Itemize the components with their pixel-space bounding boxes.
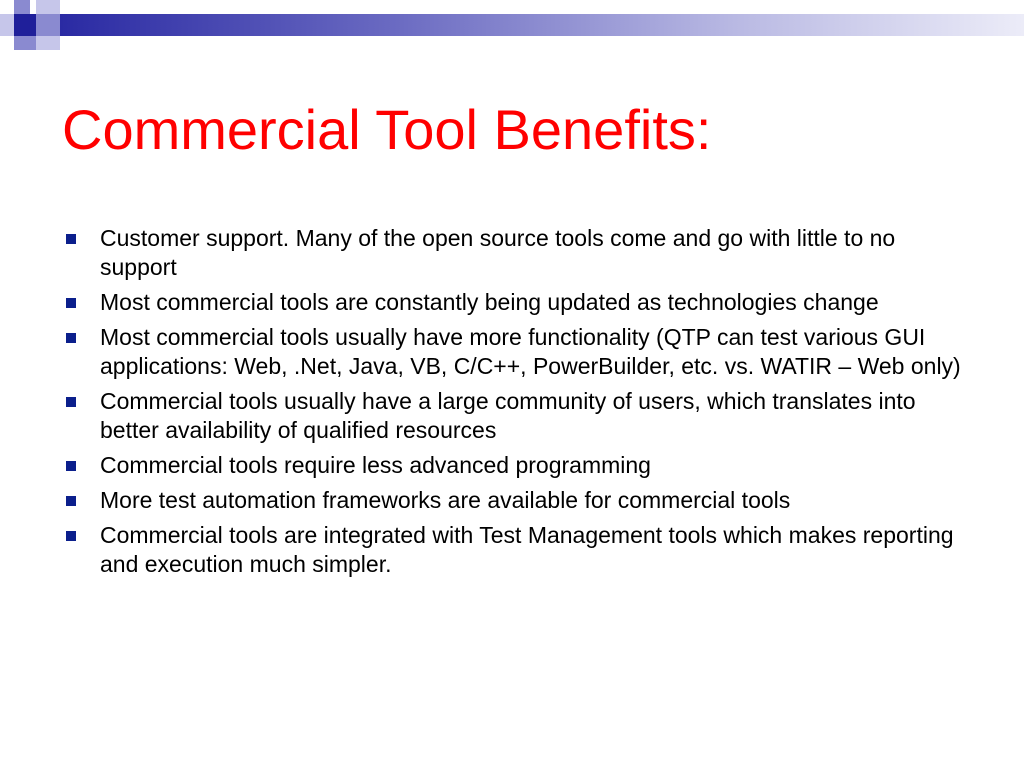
bullet-text: Commercial tools usually have a large community of users, which translates into better availability of qualified resources [100, 388, 916, 443]
bullet-item [66, 387, 976, 445]
bullet-text: Most commercial tools usually have more functionality (QTP can test various GUI applications: Web, .Net, Java, VB, C/C++, PowerBuilder, etc. vs. WATIR – Web only) [100, 324, 961, 379]
corner-square-1 [0, 0, 14, 14]
corner-square-7 [36, 36, 60, 50]
bullet-text: More test automation frameworks are available for commercial tools [100, 487, 791, 513]
square-bullet-icon [66, 333, 76, 343]
bullet-text: Most commercial tools are constantly being updated as technologies change [100, 289, 879, 315]
corner-square-5 [36, 0, 60, 14]
bullet-item [66, 288, 976, 317]
corner-square-2 [14, 0, 30, 14]
square-bullet-icon [66, 397, 76, 407]
corner-square-8 [14, 36, 36, 50]
bullet-list [66, 224, 976, 585]
corner-square-4 [14, 14, 36, 36]
slide-title: Commercial Tool Benefits: [62, 98, 712, 161]
header-gradient-bar [60, 14, 1024, 36]
square-bullet-icon [66, 461, 76, 471]
square-bullet-icon [66, 496, 76, 506]
bullet-item [66, 451, 976, 480]
bullet-item [66, 521, 976, 579]
square-bullet-icon [66, 531, 76, 541]
corner-square-6 [36, 14, 60, 36]
square-bullet-icon [66, 234, 76, 244]
bullet-text: Commercial tools are integrated with Test Management tools which makes reporting and execution much simpler. [100, 522, 954, 577]
corner-square-3 [0, 14, 14, 36]
bullet-item [66, 224, 976, 282]
bullet-item [66, 323, 976, 381]
square-bullet-icon [66, 298, 76, 308]
bullet-text: Commercial tools require less advanced programming [100, 452, 651, 478]
bullet-item [66, 486, 976, 515]
bullet-text: Customer support. Many of the open source tools come and go with little to no support [100, 225, 896, 280]
